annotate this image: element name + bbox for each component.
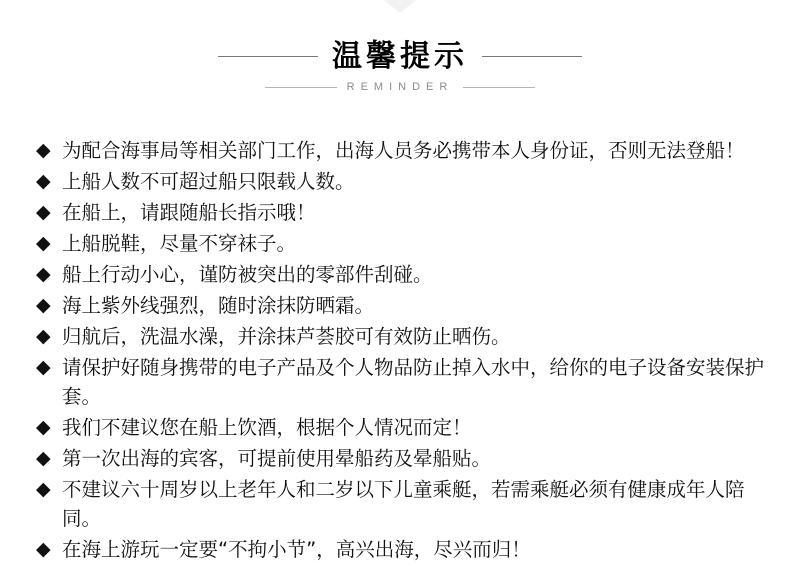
list-item — [36, 322, 778, 351]
diamond-bullet-icon: ◆ — [36, 202, 51, 223]
title-row — [0, 40, 800, 73]
list-item-text: 归航后，洗温水澡，并涂抹芦荟胶可有效防止晒伤。 — [62, 325, 511, 348]
list-item-text: 第一次出海的宾客，可提前使用晕船药及晕船贴。 — [62, 447, 492, 470]
diamond-bullet-icon: ◆ — [36, 171, 51, 192]
diamond-bullet-icon: ◆ — [36, 417, 51, 438]
list-item-text: 请保护好随身携带的电子产品及个人物品防止掉入水中，给你的电子设备安装保护套。 — [62, 356, 765, 408]
list-item-text: 为配合海事局等相关部门工作，出海人员务必携带本人身份证，否则无法登船！ — [62, 139, 745, 162]
diamond-bullet-icon: ◆ — [36, 140, 51, 161]
triangle-down-icon — [384, 0, 416, 13]
diamond-bullet-icon: ◆ — [36, 295, 51, 316]
list-item — [36, 353, 778, 411]
list-item-text: 在海上游玩一定要“不拘小节”，高兴出海，尽兴而归！ — [62, 538, 531, 561]
diamond-bullet-icon: ◆ — [36, 264, 51, 285]
subtitle-rule-left — [265, 87, 337, 88]
list-item — [36, 475, 778, 533]
list-item-text: 船上行动小心，谨防被突出的零部件刮碰。 — [62, 263, 433, 286]
diamond-bullet-icon: ◆ — [36, 357, 51, 378]
list-item-text: 上船脱鞋，尽量不穿袜子。 — [62, 232, 297, 255]
list-item — [36, 260, 778, 289]
list-item — [36, 136, 778, 165]
list-item — [36, 413, 778, 442]
list-item-text: 上船人数不可超过船只限载人数。 — [62, 170, 355, 193]
list-item — [36, 198, 778, 227]
title-rule-left — [218, 56, 318, 57]
list-item-text: 我们不建议您在船上饮酒，根据个人情况而定！ — [62, 416, 472, 439]
list-item-text: 不建议六十周岁以上老年人和二岁以下儿童乘艇，若需乘艇必须有健康成年人陪同。 — [62, 478, 745, 530]
list-item — [36, 444, 778, 473]
title-rule-right — [482, 56, 582, 57]
page-subtitle: REMINDER — [346, 81, 454, 93]
diamond-bullet-icon: ◆ — [36, 326, 51, 347]
list-item-text: 海上紫外线强烈，随时涂抹防晒霜。 — [62, 294, 375, 317]
list-item — [36, 535, 778, 564]
diamond-bullet-icon: ◆ — [36, 448, 51, 469]
list-item-text: 在船上，请跟随船长指示哦！ — [62, 201, 316, 224]
diamond-bullet-icon: ◆ — [36, 539, 51, 560]
list-item — [36, 291, 778, 320]
subtitle-rule-right — [463, 87, 535, 88]
list-item — [36, 167, 778, 196]
notice-list — [36, 136, 778, 566]
diamond-bullet-icon: ◆ — [36, 233, 51, 254]
page-header — [0, 40, 800, 93]
list-item — [36, 229, 778, 258]
page-title: 温馨提示 — [332, 39, 468, 74]
subtitle-row — [0, 81, 800, 93]
diamond-bullet-icon: ◆ — [36, 479, 51, 500]
